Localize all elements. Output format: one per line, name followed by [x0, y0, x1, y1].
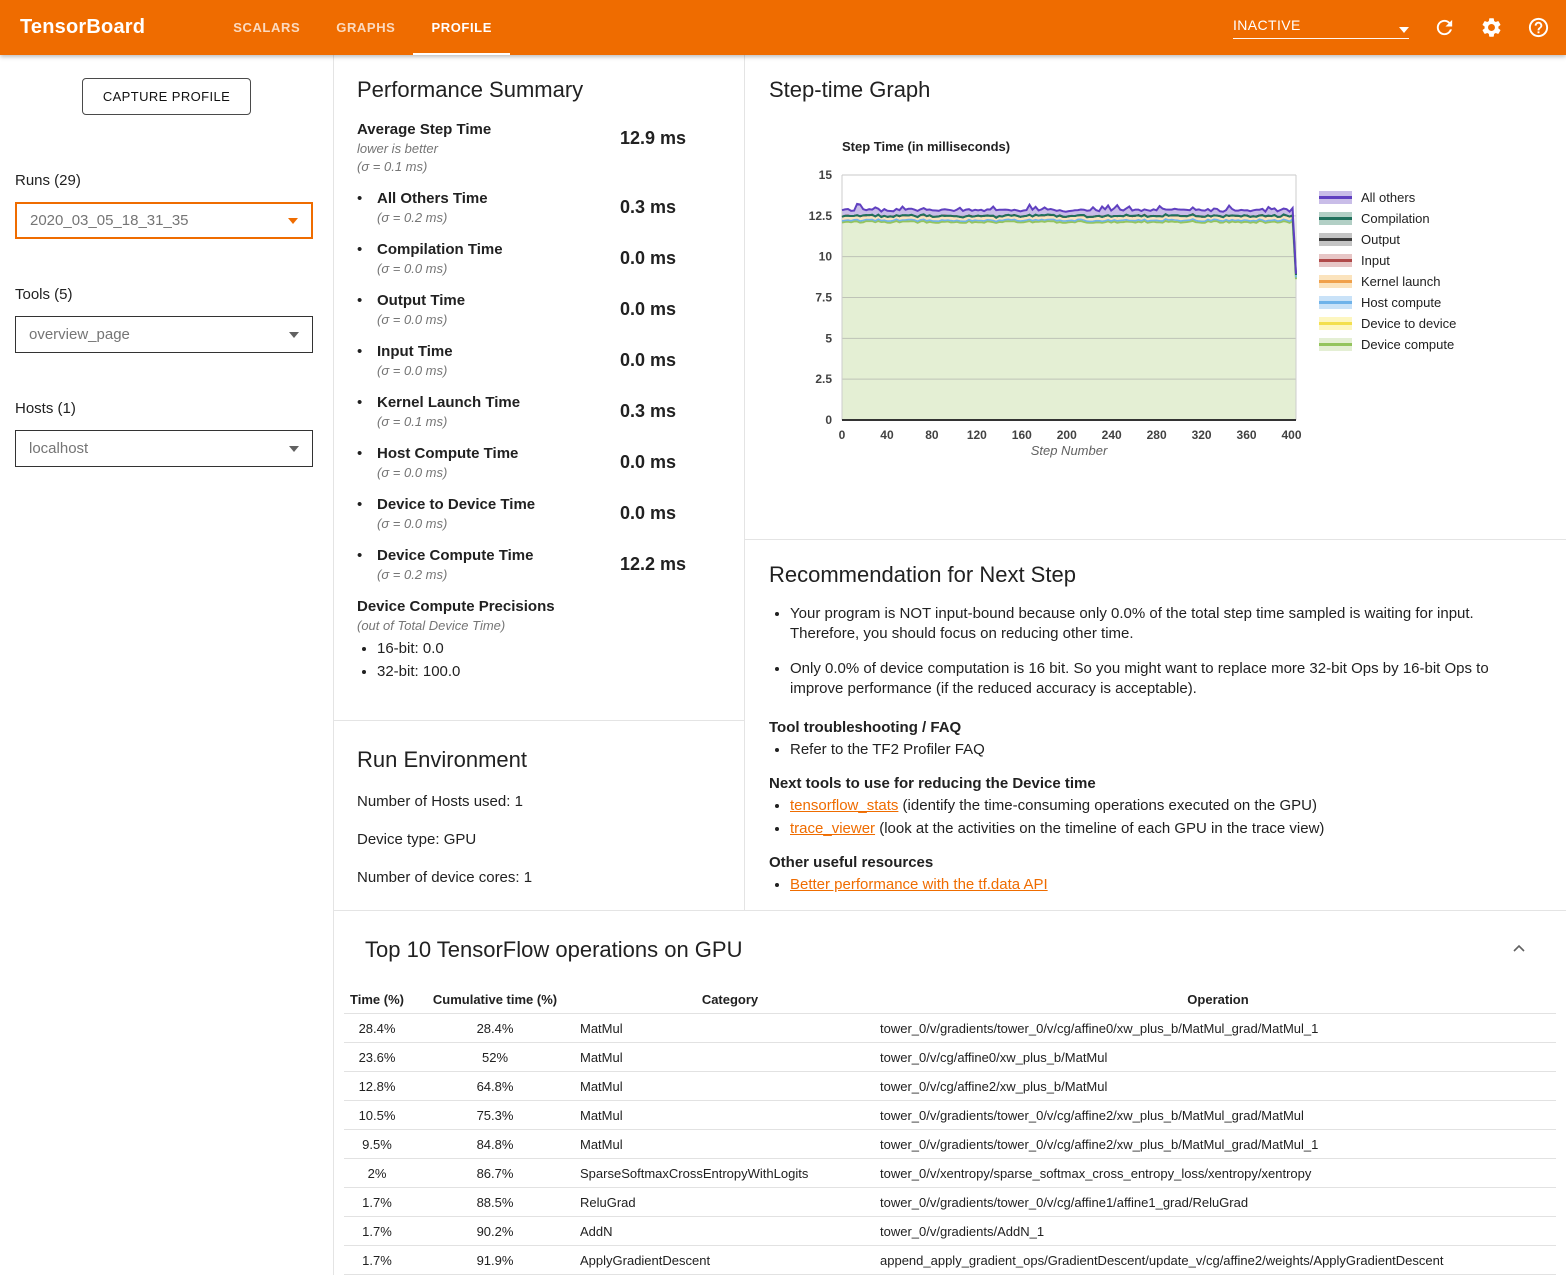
item-sigma: (σ = 0.2 ms)	[377, 567, 448, 582]
performance-summary-card	[334, 55, 744, 720]
chevron-down-icon	[289, 332, 299, 338]
settings-button[interactable]	[1480, 16, 1503, 39]
item-sigma: (σ = 0.0 ms)	[377, 465, 448, 480]
item-sigma: (σ = 0.0 ms)	[377, 312, 448, 327]
legend-swatch	[1319, 254, 1352, 267]
legend-swatch	[1319, 212, 1352, 225]
cumulative-cell: 90.2%	[410, 1217, 580, 1246]
table-row	[344, 1014, 1556, 1043]
operation-cell: tower_0/v/gradients/tower_0/v/cg/affine2/xw_plus_b/MatMul_grad/MatMul	[880, 1101, 1556, 1130]
svg-text:80: 80	[925, 428, 939, 442]
performance-summary-item	[357, 547, 728, 582]
average-step-time-label: Average Step Time	[357, 121, 492, 138]
run-environment-line: Number of device cores: 1	[357, 869, 533, 886]
svg-text:7.5: 7.5	[815, 290, 832, 305]
legend-item	[1319, 292, 1456, 313]
table-row	[344, 1101, 1556, 1130]
time-cell: 10.5%	[344, 1101, 410, 1130]
item-label: All Others Time	[377, 190, 488, 207]
item-label: Host Compute Time	[377, 445, 519, 462]
recommendation-section	[769, 775, 1520, 837]
table-row	[344, 1246, 1556, 1275]
recommendation-title: Recommendation for Next Step	[769, 562, 1076, 587]
average-step-time-value: 12.9 ms	[620, 128, 687, 148]
item-label: Input Time	[377, 343, 453, 360]
svg-text:15: 15	[818, 168, 832, 182]
legend-swatch	[1319, 296, 1352, 309]
performance-summary-item	[357, 394, 728, 429]
app-header	[0, 0, 1566, 55]
svg-text:360: 360	[1236, 428, 1257, 442]
table-row	[344, 1217, 1556, 1246]
cumulative-cell: 75.3%	[410, 1101, 580, 1130]
legend-label: Host compute	[1361, 295, 1442, 310]
item-sigma: (σ = 0.0 ms)	[377, 516, 448, 531]
bullet-icon: •	[357, 292, 363, 309]
legend-label: All others	[1361, 190, 1416, 205]
device-compute-precisions	[357, 598, 728, 680]
bullet-icon: •	[357, 394, 363, 411]
svg-text:12.5: 12.5	[808, 208, 832, 223]
refresh-icon	[1433, 16, 1456, 39]
legend-item	[1319, 187, 1456, 208]
recommendation-item	[790, 876, 1520, 893]
category-cell: MatMul	[580, 1101, 880, 1130]
cumulative-cell: 52%	[410, 1043, 580, 1072]
performance-summary-title: Performance Summary	[357, 77, 584, 102]
column-header: Category	[580, 985, 880, 1014]
performance-summary-item	[357, 445, 728, 480]
top-ops-card	[334, 911, 1566, 1275]
recommendation-section	[769, 854, 1520, 893]
item-label: Output Time	[377, 292, 466, 309]
tools-select[interactable]	[15, 316, 313, 353]
run-environment-title: Run Environment	[357, 747, 527, 772]
help-icon	[1527, 16, 1550, 39]
top-ops-table	[344, 985, 1556, 1275]
recommendation-card	[745, 540, 1566, 893]
category-cell: AddN	[580, 1217, 880, 1246]
top-ops-title: Top 10 TensorFlow operations on GPU	[365, 936, 743, 962]
runs-select[interactable]	[15, 202, 313, 239]
right-column	[745, 55, 1566, 910]
legend-swatch	[1319, 191, 1352, 204]
status-dropdown[interactable]	[1233, 17, 1409, 39]
legend-item	[1319, 313, 1456, 334]
performance-summary-item	[357, 343, 728, 378]
run-environment-line: Number of Hosts used: 1	[357, 793, 523, 810]
step-time-graph-card	[745, 55, 1566, 539]
category-cell: MatMul	[580, 1072, 880, 1101]
bullet-icon: •	[357, 445, 363, 462]
table-row	[344, 1159, 1556, 1188]
performance-summary-item	[357, 496, 728, 531]
time-cell: 1.7%	[344, 1217, 410, 1246]
chevron-up-icon	[1511, 942, 1527, 954]
legend-item	[1319, 271, 1456, 292]
legend-item	[1319, 229, 1456, 250]
collapse-section-button[interactable]	[1507, 938, 1531, 961]
tab-bar	[215, 0, 510, 55]
item-value: 0.3 ms	[620, 197, 677, 217]
operation-cell: tower_0/v/gradients/tower_0/v/cg/affine2/xw_plus_b/MatMul_grad/MatMul_1	[880, 1130, 1556, 1159]
time-cell: 2%	[344, 1159, 410, 1188]
cumulative-cell: 84.8%	[410, 1130, 580, 1159]
step-time-chart	[769, 137, 1309, 467]
chevron-down-icon	[288, 218, 298, 224]
precisions-label: Device Compute Precisions	[357, 598, 555, 615]
item-value: 0.0 ms	[620, 248, 677, 268]
bullet-icon: •	[357, 241, 363, 258]
column-header: Cumulative time (%)	[410, 985, 580, 1014]
legend-label: Kernel launch	[1361, 274, 1441, 289]
recommendation-item: • tensorflow_stats (identify the time-consuming operations executed on the GPU)	[790, 797, 1520, 814]
svg-text:10: 10	[818, 249, 832, 264]
item-value: 0.0 ms	[620, 452, 677, 472]
legend-label: Output	[1361, 232, 1401, 247]
table-row	[344, 1072, 1556, 1101]
operation-cell: tower_0/v/gradients/tower_0/v/cg/affine0/xw_plus_b/MatMul_grad/MatMul_1	[880, 1014, 1556, 1043]
legend-item	[1319, 208, 1456, 229]
precision-item: • 32-bit: 100.0	[377, 663, 728, 680]
performance-summary-item	[357, 292, 728, 327]
svg-text:0: 0	[838, 428, 846, 442]
legend-label: Compilation	[1361, 211, 1430, 226]
tool-link[interactable]: trace_viewer	[790, 819, 876, 837]
precision-item: • 16-bit: 0.0	[377, 640, 728, 657]
category-cell: MatMul	[580, 1130, 880, 1159]
svg-text:160: 160	[1011, 428, 1032, 442]
item-sigma: (σ = 0.0 ms)	[377, 363, 448, 378]
operation-cell: tower_0/v/gradients/tower_0/v/cg/affine1/affine1_grad/ReluGrad	[880, 1188, 1556, 1217]
operation-cell: tower_0/v/cg/affine0/xw_plus_b/MatMul	[880, 1043, 1556, 1072]
run-environment-card	[334, 721, 744, 886]
status-dropdown-value: INACTIVE	[1233, 16, 1301, 33]
bullet-icon: •	[357, 343, 363, 360]
operation-cell: tower_0/v/cg/affine2/xw_plus_b/MatMul	[880, 1072, 1556, 1101]
category-cell: SparseSoftmaxCrossEntropyWithLogits	[580, 1159, 880, 1188]
chart-legend	[1319, 187, 1456, 467]
item-value: 0.0 ms	[620, 503, 677, 523]
category-cell: MatMul	[580, 1043, 880, 1072]
category-cell: ApplyGradientDescent	[580, 1246, 880, 1275]
legend-item	[1319, 334, 1456, 355]
svg-text:320: 320	[1191, 428, 1212, 442]
capture-profile-button[interactable]: CAPTURE PROFILE	[82, 78, 251, 115]
left-column	[334, 55, 745, 910]
step-time-graph-title: Step-time Graph	[769, 77, 931, 102]
recommendation-item: • Refer to the TF2 Profiler FAQ	[790, 741, 1520, 758]
sidebar	[0, 55, 334, 1275]
performance-summary-item	[357, 241, 728, 276]
svg-text:240: 240	[1101, 428, 1122, 442]
svg-text:280: 280	[1146, 428, 1167, 442]
help-button[interactable]	[1527, 16, 1550, 39]
item-sigma: (σ = 0.0 ms)	[377, 261, 448, 276]
runs-select-value: 2020_03_05_18_31_35	[30, 212, 189, 229]
chevron-down-icon	[1399, 27, 1409, 33]
svg-text:Step Time (in milliseconds): Step Time (in milliseconds)	[842, 139, 1011, 154]
recommendation-subheading: Other useful resources	[769, 853, 934, 871]
recommendation-subheading: Tool troubleshooting / FAQ	[769, 718, 962, 736]
cumulative-cell: 88.5%	[410, 1188, 580, 1217]
legend-swatch	[1319, 275, 1352, 288]
tool-link[interactable]: tensorflow_stats	[790, 796, 899, 814]
recommendation-section	[769, 719, 1520, 758]
bullet-icon: •	[357, 190, 363, 207]
cumulative-cell: 86.7%	[410, 1159, 580, 1188]
runs-label: Runs (29)	[15, 172, 81, 189]
time-cell: 1.7%	[344, 1246, 410, 1275]
column-header: Time (%)	[344, 985, 410, 1014]
time-cell: 28.4%	[344, 1014, 410, 1043]
cumulative-cell: 64.8%	[410, 1072, 580, 1101]
svg-text:2.5: 2.5	[815, 372, 832, 387]
main-content	[334, 55, 1566, 1275]
table-row	[344, 1043, 1556, 1072]
average-step-time	[357, 121, 728, 174]
operation-cell: tower_0/v/gradients/AddN_1	[880, 1217, 1556, 1246]
item-label: Device Compute Time	[377, 547, 534, 564]
category-cell: MatMul	[580, 1014, 880, 1043]
performance-summary-item	[357, 190, 728, 225]
time-cell: 1.7%	[344, 1188, 410, 1217]
hosts-label: Hosts (1)	[15, 400, 76, 417]
column-header: Operation	[880, 985, 1556, 1014]
run-environment-line: Device type: GPU	[357, 831, 477, 848]
time-cell: 12.8%	[344, 1072, 410, 1101]
item-value: 0.0 ms	[620, 350, 677, 370]
tab-scalars[interactable]: SCALARS	[233, 20, 301, 35]
hosts-select[interactable]	[15, 430, 313, 467]
recommendation-subheading: Next tools to use for reducing the Device time	[769, 774, 1096, 792]
time-cell: 23.6%	[344, 1043, 410, 1072]
svg-text:400: 400	[1281, 428, 1302, 442]
table-row	[344, 1188, 1556, 1217]
tools-label: Tools (5)	[15, 286, 73, 303]
tool-link[interactable]: Better performance with the tf.data API	[790, 875, 1048, 893]
legend-label: Device to device	[1361, 316, 1457, 331]
tab-profile[interactable]: PROFILE	[413, 0, 510, 55]
operation-cell: tower_0/v/xentropy/sparse_softmax_cross_entropy_loss/xentropy/xentropy	[880, 1159, 1556, 1188]
cumulative-cell: 91.9%	[410, 1246, 580, 1275]
item-label: Compilation Time	[377, 241, 503, 258]
item-label: Device to Device Time	[377, 496, 536, 513]
recommendation-bullet: • Your program is NOT input-bound because only 0.0% of the total step time sampled is waiting for input. Therefore, you should focus on reducing other time.	[790, 604, 1520, 644]
time-cell: 9.5%	[344, 1130, 410, 1159]
svg-text:40: 40	[880, 428, 894, 442]
svg-text:200: 200	[1056, 428, 1077, 442]
operation-cell: append_apply_gradient_ops/GradientDescent/update_v/cg/affine2/weights/ApplyGradientDescent	[880, 1246, 1556, 1275]
precisions-note: (out of Total Device Time)	[357, 618, 506, 633]
svg-text:0: 0	[825, 413, 832, 427]
average-step-time-note: lower is better	[357, 141, 438, 156]
average-step-time-sigma: (σ = 0.1 ms)	[357, 159, 428, 174]
tab-graphs[interactable]: GRAPHS	[336, 20, 396, 35]
svg-text:Step Number: Step Number	[1030, 443, 1108, 458]
settings-gear-icon	[1480, 16, 1503, 39]
tools-select-value: overview_page	[29, 326, 130, 343]
recommendation-item: • trace_viewer (look at the activities on the timeline of each GPU in the trace view)	[790, 820, 1520, 837]
app-title: TensorBoard	[20, 16, 146, 38]
legend-swatch	[1319, 317, 1352, 330]
svg-text:5: 5	[825, 331, 832, 346]
item-value: 12.2 ms	[620, 554, 687, 574]
legend-label: Device compute	[1361, 337, 1455, 352]
bullet-icon: •	[357, 496, 363, 513]
category-cell: ReluGrad	[580, 1188, 880, 1217]
chevron-down-icon	[289, 446, 299, 452]
item-sigma: (σ = 0.1 ms)	[377, 414, 448, 429]
recommendation-bullet: • Only 0.0% of device computation is 16 bit. So you might want to replace more 32-bit Ops by 16-bit Ops to improve performance (if the reduced accuracy is acceptable).	[790, 659, 1520, 699]
bullet-icon: •	[357, 547, 363, 564]
legend-item	[1319, 250, 1456, 271]
legend-swatch	[1319, 338, 1352, 351]
item-label: Kernel Launch Time	[377, 394, 521, 411]
cumulative-cell: 28.4%	[410, 1014, 580, 1043]
refresh-button[interactable]	[1433, 16, 1456, 39]
hosts-select-value: localhost	[29, 440, 89, 457]
table-row	[344, 1130, 1556, 1159]
legend-label: Input	[1361, 253, 1390, 268]
svg-text:120: 120	[966, 428, 987, 442]
item-value: 0.3 ms	[620, 401, 677, 421]
item-sigma: (σ = 0.2 ms)	[377, 210, 448, 225]
item-value: 0.0 ms	[620, 299, 677, 319]
legend-swatch	[1319, 233, 1352, 246]
